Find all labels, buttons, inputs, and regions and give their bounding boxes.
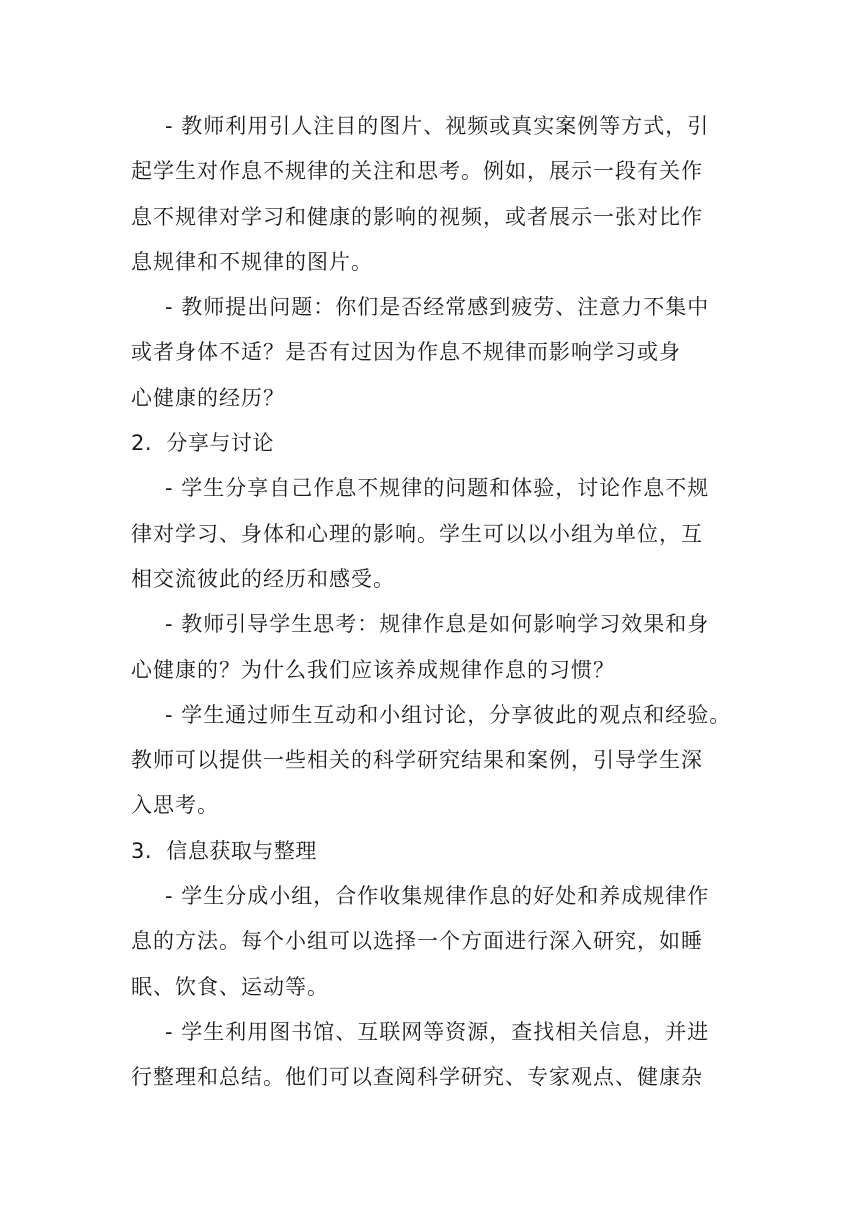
text-line: 教师可以提供一些相关的科学研究结果和案例，引导学生深 — [131, 748, 703, 773]
text-line: 息的方法。每个小组可以选择一个方面进行深入研究，如睡 — [131, 929, 703, 954]
text-line: 起学生对作息不规律的关注和思考。例如，展示一段有关作 — [131, 159, 703, 184]
text-line: 息规律和不规律的图片。 — [131, 249, 373, 274]
text-line: - 教师引导学生思考：规律作息是如何影响学习效果和身 — [165, 612, 710, 637]
text-line: - 学生通过师生互动和小组讨论，分享彼此的观点和经验。 — [165, 702, 732, 727]
text-line: - 学生分成小组，合作收集规律作息的好处和养成规律作 — [165, 884, 710, 909]
document-page — [131, 104, 741, 1101]
text-line: 或者身体不适？是否有过因为作息不规律而影响学习或身 — [131, 340, 681, 365]
text-line: 相交流彼此的经历和感受。 — [131, 566, 395, 591]
text-line: 心健康的经历？ — [131, 385, 285, 410]
text-line: 行整理和总结。他们可以查阅科学研究、专家观点、健康杂 — [131, 1065, 703, 1090]
text-line: 息不规律对学习和健康的影响的视频，或者展示一张对比作 — [131, 204, 703, 229]
text-line: - 教师利用引人注目的图片、视频或真实案例等方式，引 — [165, 114, 710, 138]
text-line: 律对学习、身体和心理的影响。学生可以以小组为单位，互 — [131, 521, 703, 546]
text-line: 入思考。 — [131, 793, 219, 818]
text-line: 眠、饮食、运动等。 — [131, 974, 329, 999]
text-line: - 学生分享自己作息不规律的问题和体验，讨论作息不规 — [165, 476, 710, 501]
text-line: 心健康的？为什么我们应该养成规律作息的习惯？ — [131, 657, 615, 682]
text-line: - 教师提出问题：你们是否经常感到疲劳、注意力不集中 — [165, 295, 710, 320]
section-heading: 3. 信息获取与整理 — [131, 838, 317, 863]
section-heading: 2. 分享与讨论 — [131, 431, 274, 456]
text-line: - 学生利用图书馆、互联网等资源，查找相关信息，并进 — [165, 1019, 710, 1044]
